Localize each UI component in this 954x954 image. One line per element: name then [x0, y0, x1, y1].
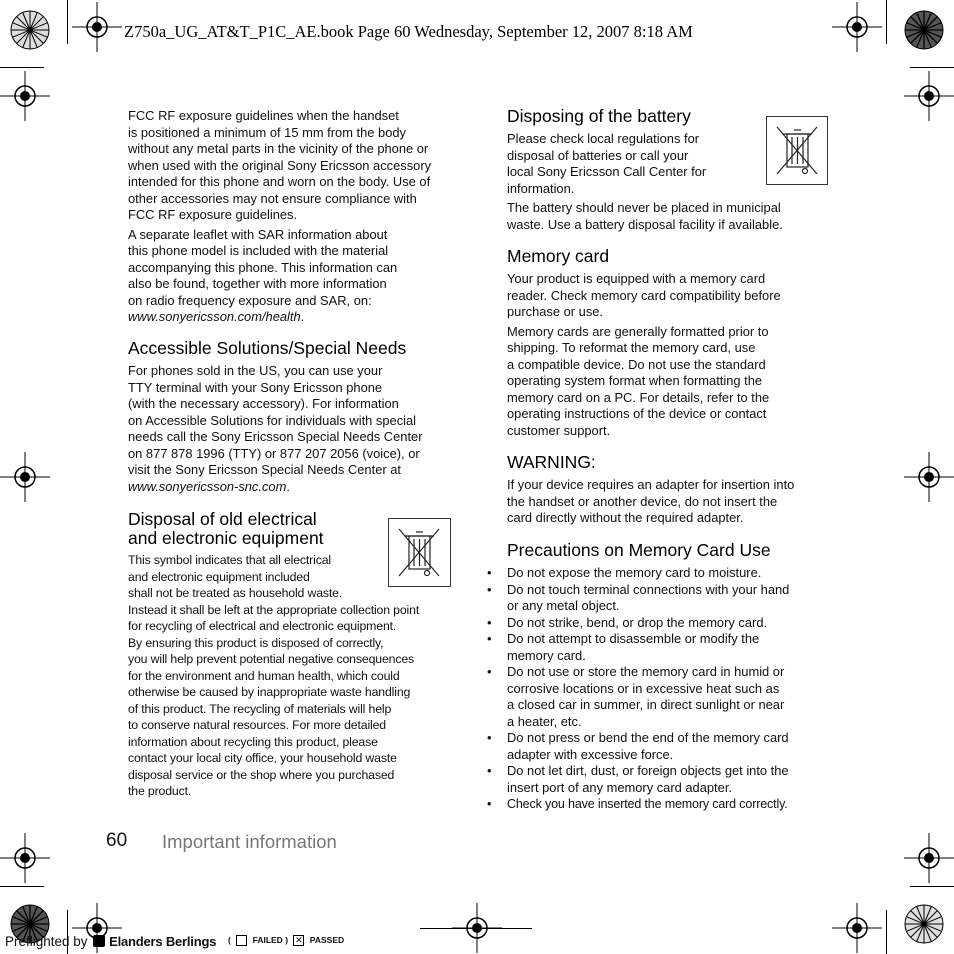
- failed-checkbox: [236, 935, 247, 946]
- crop-line: [0, 67, 44, 68]
- crop-line: [0, 886, 44, 887]
- crop-line: [910, 67, 954, 68]
- list-item: • Check you have inserted the memory card correctly.: [487, 797, 788, 811]
- sar-paragraph: [128, 108, 458, 326]
- crop-line: [420, 928, 532, 929]
- memory-card-heading: Memory card: [507, 246, 610, 266]
- list-item: • Do not use or store the memory card in humid or corrosive locations or in excessive heat such as a closed car in summer, in direct sunlight or near a heater, etc.: [487, 664, 785, 729]
- brand-name: Elanders Berlings: [109, 934, 217, 949]
- disposal-paragraph: This symbol indicates that all electrical and electronic equipment included shall not be treated as household waste. Instead it shall be left at the appropriate collection point for recycling of electrical and electronic equipment. By ensuring this product is disposed of correctly, you will help prevent potential negative consequences for the environment and human health, which could otherwise be caused by inappropriate waste handling of this product. The recycling of materials will help to conserve natural resources. For more detailed information about recycling this product, please contact your local city office, your household waste disposal service or the shop where you purchased the product.: [128, 553, 420, 798]
- registration-mark-icon: [0, 452, 50, 502]
- battery-paragraph: Please check local regulations for disposal of batteries or call your local Sony Ericsson Call Center for information. The battery should never be placed in municipal waste. Use a battery disposal facility if available.: [507, 131, 783, 232]
- crop-line: [67, 0, 68, 44]
- section-title: Important information: [162, 831, 337, 852]
- crop-line: [886, 0, 887, 44]
- list-item: • Do not touch terminal connections with your hand or any metal object.: [487, 581, 790, 613]
- snc-url-link[interactable]: www.sonyericsson-snc.com: [128, 478, 287, 494]
- preflight-credit: Preflighted by Elanders Berlings: [5, 934, 217, 949]
- accessible-solutions-paragraph: For phones sold in the US, you can use your TTY terminal with your Sony Ericsson phone (with the necessary accessory). For information on Accessible Solutions for individuals with special needs call the Sony Ericsson Special Needs Center on 877 878 1996 (TTY) or 877 207 2056 (voice), or visit the Sony Ericsson Special Needs Center at www.sonyericsson-snc.com.: [128, 363, 423, 494]
- list-item: • Do not let dirt, dust, or foreign objects get into the insert port of any memory card adapter.: [487, 763, 789, 795]
- passed-checkbox: ✕: [295, 935, 303, 946]
- registration-mark-icon: [72, 2, 122, 52]
- fcc-paragraph: FCC RF exposure guidelines when the handset is positioned a minimum of 15 mm from the body without any metal parts in the vicinity of the phone or when used with the original Sony Ericsson accessory intended for this phone and worn on the body. Use of other accessories may not ensure compliance with FCC RF exposure guidelines.: [128, 108, 432, 222]
- registration-mark-icon: [0, 71, 50, 121]
- list-item: • Do not attempt to disassemble or modify the memory card.: [487, 631, 760, 663]
- registration-mark-icon: [904, 452, 954, 502]
- registration-mark-icon: [904, 833, 954, 883]
- memory-card-paragraph: Your product is equipped with a memory card reader. Check memory card compatibility before purchase or use. Memory cards are generally formatted prior to shipping. To reformat the memory card, use a compatible device. Do not use the standard operating system format when formatting the memory card on a PC. For details, refer to the operating instructions of the device or contact customer support.: [507, 271, 781, 438]
- elanders-logo-icon: [93, 935, 105, 947]
- list-item: • Do not press or bend the end of the memory card adapter with excessive force.: [487, 730, 789, 762]
- preflight-status: ( FAILED ) ✕ PASSED: [228, 935, 345, 946]
- print-header: Z750a_UG_AT&T_P1C_AE.book Page 60 Wednesday, September 12, 2007 8:18 AM: [124, 22, 693, 41]
- warning-paragraph: If your device requires an adapter for insertion into the handset or another device, do not insert the card directly without the required adapter.: [507, 477, 795, 525]
- starburst-target-icon: [9, 9, 51, 51]
- starburst-target-icon: [903, 903, 945, 945]
- crop-line: [910, 886, 954, 887]
- disposal-heading: Disposal of old electrical and electronic equipment: [128, 509, 324, 548]
- precautions-heading: Precautions on Memory Card Use: [507, 540, 771, 560]
- registration-mark-icon: [832, 2, 882, 52]
- list-item: • Do not strike, bend, or drop the memory card.: [487, 614, 768, 630]
- registration-mark-icon: [832, 903, 882, 953]
- health-url-link[interactable]: www.sonyericsson.com/health: [128, 309, 301, 324]
- warning-heading: WARNING:: [507, 452, 596, 472]
- registration-mark-icon: [904, 71, 954, 121]
- accessible-solutions-heading: Accessible Solutions/Special Needs: [128, 338, 407, 358]
- sar-leaflet-paragraph: A separate leaflet with SAR information about this phone model is included with the material accompanying this phone. This information can also be found, together with more information on radio frequency exposure and SAR, on: www.sonyericsson.com/health.: [128, 226, 398, 324]
- list-item: • Do not expose the memory card to moisture.: [487, 565, 762, 580]
- precautions-list: [487, 565, 837, 813]
- registration-mark-icon: [0, 833, 50, 883]
- battery-heading: Disposing of the battery: [507, 106, 691, 126]
- crop-line: [886, 910, 887, 954]
- page-number: 60: [106, 830, 128, 851]
- starburst-target-icon: [903, 9, 945, 51]
